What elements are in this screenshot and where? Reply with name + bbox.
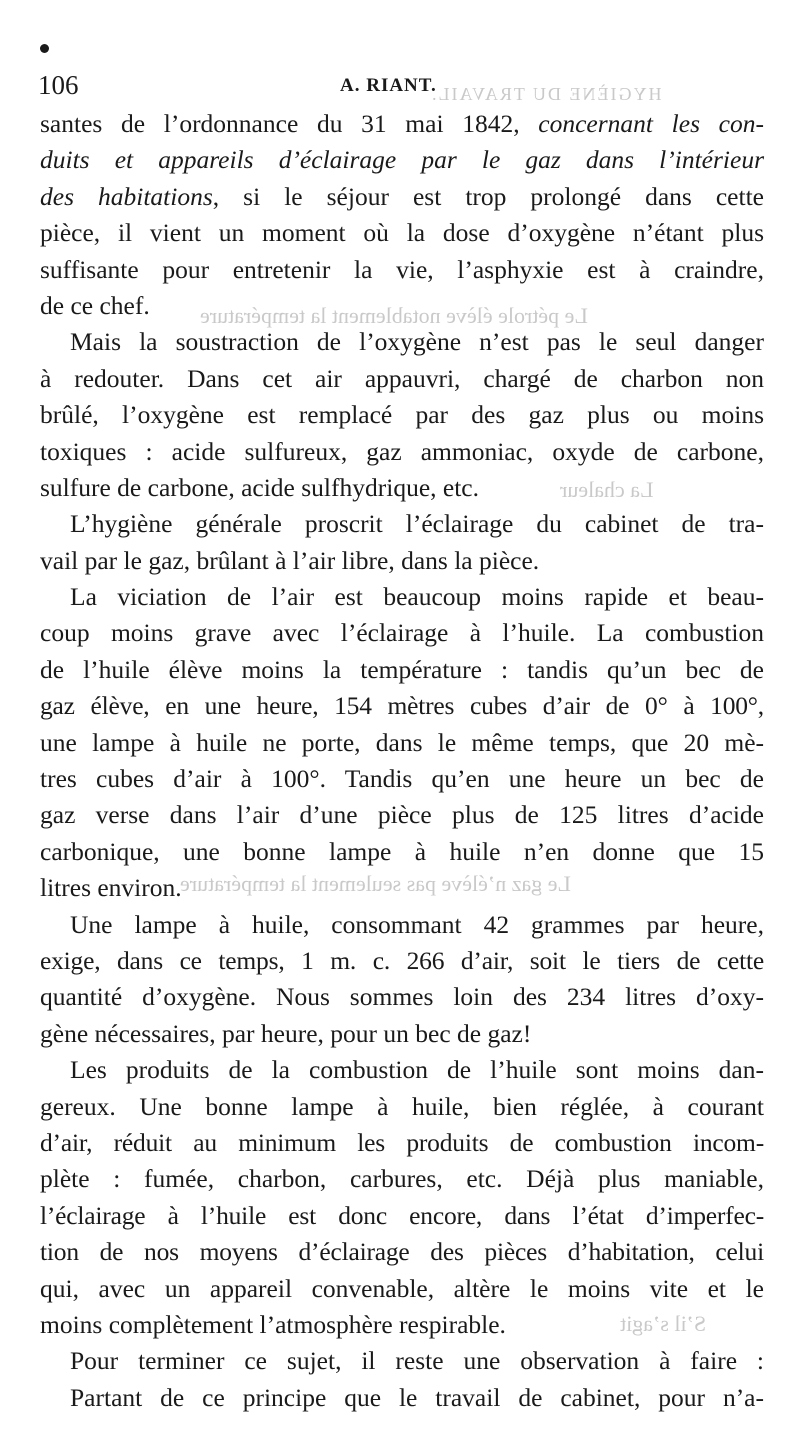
text-line [40,870,764,906]
bleed-through-text: S’il s’agit [620,1311,707,1336]
bleed-through-text: Le gaz n’élève pas seulement la température [180,871,571,896]
text-segment: d’air, réduit au minimum les produits de combustion incom- [40,1127,764,1157]
text-segment: brûlé, l’oxygène est remplacé par des gaz plus ou moins [40,400,764,430]
text-segment: vail par le gaz, brûlant à l’air libre, dans la pièce. [40,545,540,575]
text-segment: une lampe à huile ne porte, dans le même temps, que 20 mè- [40,727,764,757]
text-segment: à redouter. Dans cet air appauvri, chargé de charbon non [40,363,764,393]
text-segment: pièce, il vient un moment où la dose d’oxygène n’étant plus [40,218,764,248]
text-line [40,1380,764,1416]
text-segment: santes de l’ordonnance du 31 mai 1842, [40,109,539,138]
text-segment: Mais la soustraction de l’oxygène n’est pas le seul danger [70,327,764,357]
text-line [40,1198,764,1234]
text-segment: litres environ. [40,873,182,903]
text-line [40,1016,764,1052]
text-line [40,615,764,651]
text-line [40,106,764,142]
text-line [40,506,764,542]
text-line [40,652,764,688]
text-segment: gereux. Une bonne lampe à huile, bien réglée, à courant [40,1091,764,1121]
bleed-through-text: La chaleur [560,477,654,502]
text-line [40,579,764,615]
text-segment: plète : fumée, charbon, carbures, etc. Déjà plus maniable, [40,1164,764,1194]
text-line [40,252,764,288]
bleed-through-text: Le pétrole élève notablement la température [200,303,588,328]
text-line [40,361,764,397]
text-segment: gaz élève, en une heure, 154 mètres cubes d’air de 0° à 100°, [40,691,764,721]
text-line [40,470,764,506]
page-number: 106 [38,70,79,100]
text-segment: qui, avec un appareil convenable, altère le moins vite et le [40,1273,764,1303]
text-segment: , si le séjour est trop prolongé dans cette [212,181,764,211]
text-line [40,179,764,215]
text-segment: quantité d’oxygène. Nous sommes loin des 234 litres d’oxy- [40,982,764,1012]
text-line [40,397,764,433]
text-segment: tion de nos moyens d’éclairage des pièces d’habitation, celui [40,1237,764,1267]
text-line [40,434,764,470]
text-line [40,979,764,1015]
text-segment: l’éclairage à l’huile est donc encore, dans l’état d’imperfec- [40,1200,764,1230]
text-segment: tres cubes d’air à 100°. Tandis qu’en une heure un bec de [40,764,764,794]
text-segment: Les produits de la combustion de l’huile sont moins dan- [70,1055,764,1085]
text-segment: exige, dans ce temps, 1 m. c. 266 d’air, soit le tiers de cette [40,945,764,975]
running-head: A. RIANT. [340,75,437,96]
text-segment: gène nécessaires, par heure, pour un bec de gaz! [40,1018,532,1048]
text-segment: La viciation de l’air est beaucoup moins rapide et beau- [70,582,764,612]
text-segment: Partant de ce principe que le travail de cabinet, pour n’a- [70,1382,764,1412]
text-segment: coup moins grave avec l’éclairage à l’huile. La combustion [40,618,764,648]
text-line [40,1271,764,1307]
text-line [40,797,764,833]
italic-text: concernant les con- [538,109,764,138]
text-line [40,1125,764,1161]
italic-text: duits et appareils d’éclairage par le gaz dans l’intérieur [40,145,764,175]
text-line [40,1343,764,1379]
text-line [40,288,764,324]
text-segment: L’hygiène générale proscrit l’éclairage du cabinet de tra- [70,509,764,539]
text-segment: de ce chef. [40,290,150,320]
text-line [40,943,764,979]
text-line [40,1307,764,1343]
text-line [40,1161,764,1197]
text-line [40,688,764,724]
body-text [40,106,764,1416]
text-line [40,761,764,797]
text-segment: toxiques : acide sulfureux, gaz ammoniac, oxyde de carbone, [40,436,764,466]
text-line [40,543,764,579]
text-line [40,1052,764,1088]
text-segment: de l’huile élève moins la température : tandis qu’un bec de [40,654,764,684]
text-segment: sulfure de carbone, acide sulfhydrique, etc. [40,472,479,502]
text-segment: moins complètement l’atmosphère respirable. [40,1309,506,1339]
text-line [40,215,764,251]
text-line [40,907,764,943]
text-line [40,1234,764,1270]
text-segment: carbonique, une bonne lampe à huile n’en donne que 15 [40,836,764,866]
italic-text: des habitations [40,181,213,211]
text-line [40,142,764,178]
text-segment: gaz verse dans l’air d’une pièce plus de 125 litres d’acide [40,800,764,830]
bleed-through-text: HYGIÈNE DU TRAVAIL. [430,84,662,104]
text-line [40,725,764,761]
text-line [40,324,764,360]
text-segment: Une lampe à huile, consommant 42 grammes par heure, [70,909,764,939]
text-line [40,834,764,870]
text-segment: Pour terminer ce sujet, il reste une observation à faire : [70,1346,764,1376]
ink-dot [40,44,49,53]
text-segment: suffisante pour entretenir la vie, l’asphyxie est à craindre, [40,254,764,284]
text-line [40,1089,764,1125]
